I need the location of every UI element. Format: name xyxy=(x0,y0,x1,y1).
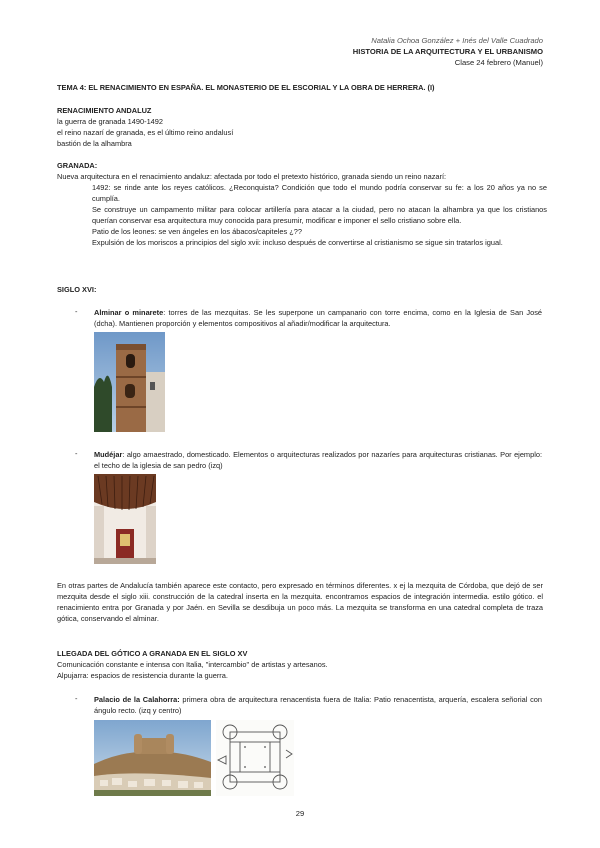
bullet-dash: - xyxy=(75,449,78,458)
list-item-mudejar xyxy=(94,449,542,471)
indented-points xyxy=(57,182,547,248)
section-heading: RENACIMIENTO ANDALUZ xyxy=(57,106,152,115)
definition: primera obra de arquitectura renacentista fuera de Italia: Patio renacentista, arquería, escalera señorial con ángulo recto. (izq y centro) xyxy=(94,695,542,715)
page-title: TEMA 4: EL RENACIMIENTO EN ESPAÑA. EL MONASTERIO DE EL ESCORIAL Y LA OBRA DE HERRERA. (I) xyxy=(57,83,435,92)
section-granada xyxy=(57,160,547,248)
church-ceiling-photo xyxy=(94,474,156,564)
indented-point: Patio de los leones: se ven ángeles en los ábacos/capiteles ¿?? xyxy=(92,227,302,236)
indented-point: 1492: se rinde ante los reyes católicos. ¿Reconquista? Condición que todo el mundo podría conservar su fe: a los 20 años ya no se cumplía. xyxy=(92,183,547,203)
term: Palacio de la Calahorra: xyxy=(94,695,180,704)
section-heading-siglo: SIGLO XVI: xyxy=(57,285,97,294)
paragraph: Nueva arquitectura en el renacimiento andaluz: afectada por todo el pretexto histórico, granada siendo un reino nazarí: xyxy=(57,172,447,181)
text-line: el reino nazarí de granada, es el último reino andalusí xyxy=(57,128,234,137)
section-renacimiento xyxy=(57,105,547,149)
floor-plan-drawing xyxy=(216,720,294,796)
bullet-dash: - xyxy=(75,694,78,703)
section-heading: GRANADA: xyxy=(57,161,98,170)
castle-photo xyxy=(94,720,211,796)
term: Alminar o minarete xyxy=(94,308,164,317)
term: Mudéjar xyxy=(94,450,123,459)
text-line: la guerra de granada 1490-1492 xyxy=(57,117,164,126)
paragraph-andalucia: En otras partes de Andalucía también aparece este contacto, pero expresado en términos diferentes. x ej la mezquita de Córdoba, que dejó de ser mezquita desde el siglo xiii. construcción de la catedral inserta en la mezquita. encontramos espacios de integración intermedia. estilo gótico. el renacimiento entra por Granada y por Jaén. en Sevilla se desdibuja un poco más. La mezquita se transforma en una catedral completa de traza gótica, conservando el alminar. xyxy=(57,581,543,623)
header-author: Natalia Ochoa González + Inés del Valle Cuadrado xyxy=(371,36,543,45)
text-line: Comunicación constante e intensa con Italia, "intercambio" de artistas y artesanos. xyxy=(57,660,328,669)
section-heading: LLEGADA DEL GÓTICO A GRANADA EN EL SIGLO XV xyxy=(57,649,248,658)
text-line: bastión de la alhambra xyxy=(57,139,132,148)
page-number: 29 xyxy=(295,809,305,818)
church-tower-photo xyxy=(94,332,165,432)
section-gotico xyxy=(57,648,547,681)
list-item-alminar xyxy=(94,307,542,329)
indented-point: Se construye un campamento militar para colocar artillería para atacar a la ciudad, pero no atacan la alhambra ya que los cristianos querían conservar esa arquitectura muy conocida para presumir, modificar e imponer el sello cristiano sobre ella. xyxy=(92,205,547,225)
header-session: Clase 24 febrero (Manuel) xyxy=(454,58,543,67)
definition: : algo amaestrado, domesticado. Elementos o arquitecturas realizados por nazaríes para arquitecturas cristianas. Por ejemplo: el techo de la iglesia de san pedro (izq) xyxy=(94,450,542,470)
definition: : torres de las mezquitas. Se les superpone un campanario con torre encima, como en la Iglesia de San José (dcha). Mantienen proporción y elementos compositivos al añadir/modificar la arquitectura. xyxy=(94,308,543,328)
header-course: HISTORIA DE LA ARQUITECTURA Y EL URBANISMO xyxy=(352,47,543,56)
list-item-calahorra xyxy=(94,694,542,716)
text-line: Alpujarra: espacios de resistencia durante la guerra. xyxy=(57,671,228,680)
bullet-dash: - xyxy=(75,307,78,316)
page-header xyxy=(353,35,543,68)
indented-point: Expulsión de los moriscos a principios del siglo xvii: incluso después de convertirse al cristianismo se sigue sin tratarlos igual. xyxy=(92,238,503,247)
